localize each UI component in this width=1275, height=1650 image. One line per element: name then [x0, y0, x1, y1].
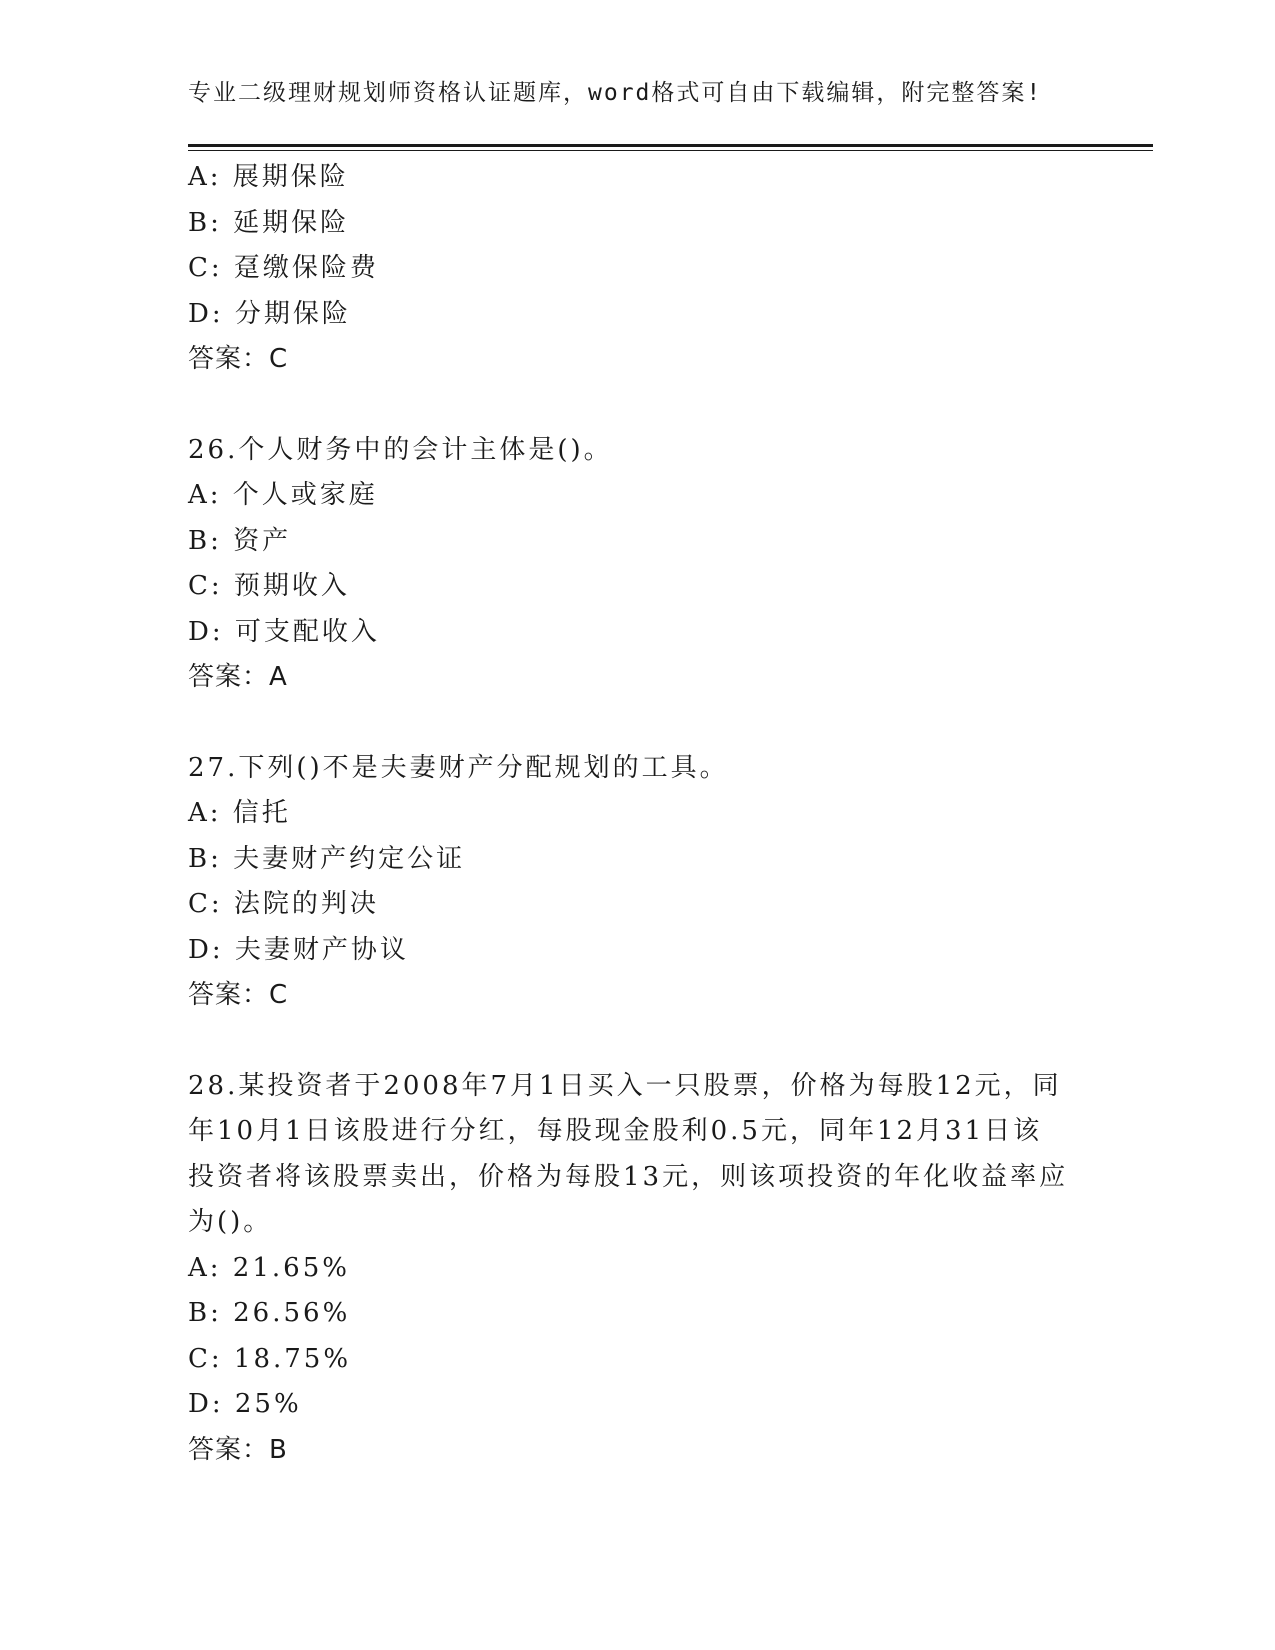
- option-c: C: 趸缴保险费: [188, 253, 379, 283]
- option-d: D: 可支配收入: [188, 616, 380, 647]
- spacer: [188, 383, 1078, 428]
- option-d: D: 25%: [188, 1389, 302, 1419]
- header-rule-thick: [188, 144, 1153, 147]
- option-d: D: 夫妻财产协议: [188, 934, 409, 965]
- question-27: [188, 746, 1078, 1019]
- answer: 答案：C: [188, 980, 289, 1010]
- option-a: A: 展期保险: [188, 162, 349, 192]
- question-stem-line-3: 投资者将该股票卖出，价格为每股13元，则该项投资的年化收益率应: [188, 1161, 1069, 1192]
- answer: 答案：B: [188, 1434, 288, 1465]
- question-28: [188, 1064, 1078, 1474]
- question-25: [188, 155, 1078, 383]
- option-b: B: 资产: [188, 525, 292, 556]
- option-b: B: 夫妻财产约定公证: [188, 843, 466, 874]
- question-26: [188, 428, 1078, 701]
- option-a: A: 21.65%: [188, 1252, 350, 1283]
- spacer: [188, 1019, 1078, 1064]
- header-rule-thin: [188, 150, 1153, 151]
- option-a: A: 个人或家庭: [188, 480, 378, 510]
- question-stem-line-2: 年10月1日该股进行分红，每股现金股利0.5元，同年12月31日该: [188, 1116, 1043, 1146]
- question-list: [188, 155, 1078, 1473]
- answer: 答案：C: [188, 344, 289, 374]
- page-header: 专业二级理财规划师资格认证题库，word格式可自由下载编辑，附完整答案!: [188, 80, 1043, 106]
- option-b: B: 26.56%: [188, 1298, 351, 1328]
- option-b: B: 延期保险: [188, 207, 350, 238]
- option-c: C: 18.75%: [188, 1343, 352, 1374]
- question-stem: 26.个人财务中的会计主体是()。: [188, 434, 613, 465]
- answer: 答案：A: [188, 662, 288, 692]
- question-stem-line-1: 28.某投资者于2008年7月1日买入一只股票，价格为每股12元，同: [188, 1070, 1062, 1101]
- option-c: C: 预期收入: [188, 571, 350, 601]
- option-a: A: 信托: [188, 798, 291, 828]
- question-stem-line-4: 为()。: [188, 1207, 273, 1237]
- spacer: [188, 701, 1078, 746]
- option-c: C: 法院的判决: [188, 889, 379, 919]
- question-stem: 27.下列()不是夫妻财产分配规划的工具。: [188, 752, 729, 783]
- option-d: D: 分期保险: [188, 298, 351, 329]
